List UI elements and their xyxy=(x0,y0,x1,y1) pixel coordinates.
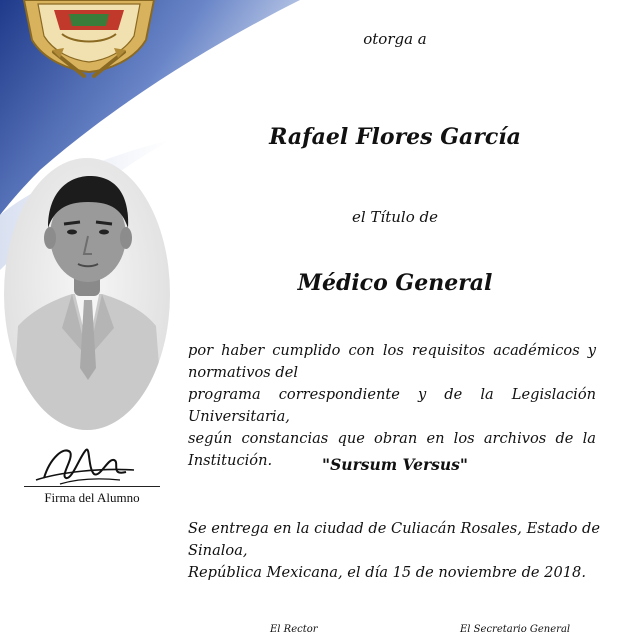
signature-line xyxy=(24,486,160,487)
requirements-paragraph xyxy=(188,340,596,472)
issued-line: Se entrega en la ciudad de Culiacán Rosales, Estado de Sinaloa, xyxy=(188,520,601,559)
granted-to-text: otorga a xyxy=(363,30,427,48)
student-portrait-image xyxy=(4,158,170,430)
degree-title: Médico General xyxy=(297,270,493,296)
student-photo xyxy=(4,158,170,430)
title-intro: el Título de xyxy=(351,208,438,226)
secretary-label: El Secretario General xyxy=(460,624,571,635)
university-emblem xyxy=(14,0,164,82)
requirements-line: según constancias que obran en los archivos de la Institución. xyxy=(188,430,596,469)
issued-line: República Mexicana, el día 15 de noviembre de 2018. xyxy=(188,564,586,581)
rector-label: El Rector xyxy=(270,624,318,635)
student-signature xyxy=(30,438,140,488)
motto: "Sursum Versus" xyxy=(322,455,468,474)
recipient-name: Rafael Flores García xyxy=(269,124,521,150)
requirements-line: por haber cumplido con los requisitos académicos y normativos del xyxy=(188,342,596,381)
requirements-line: programa correspondiente y de la Legislación Universitaria, xyxy=(188,386,596,425)
issued-paragraph xyxy=(188,518,608,584)
signature-label: Firma del Alumno xyxy=(44,490,140,505)
